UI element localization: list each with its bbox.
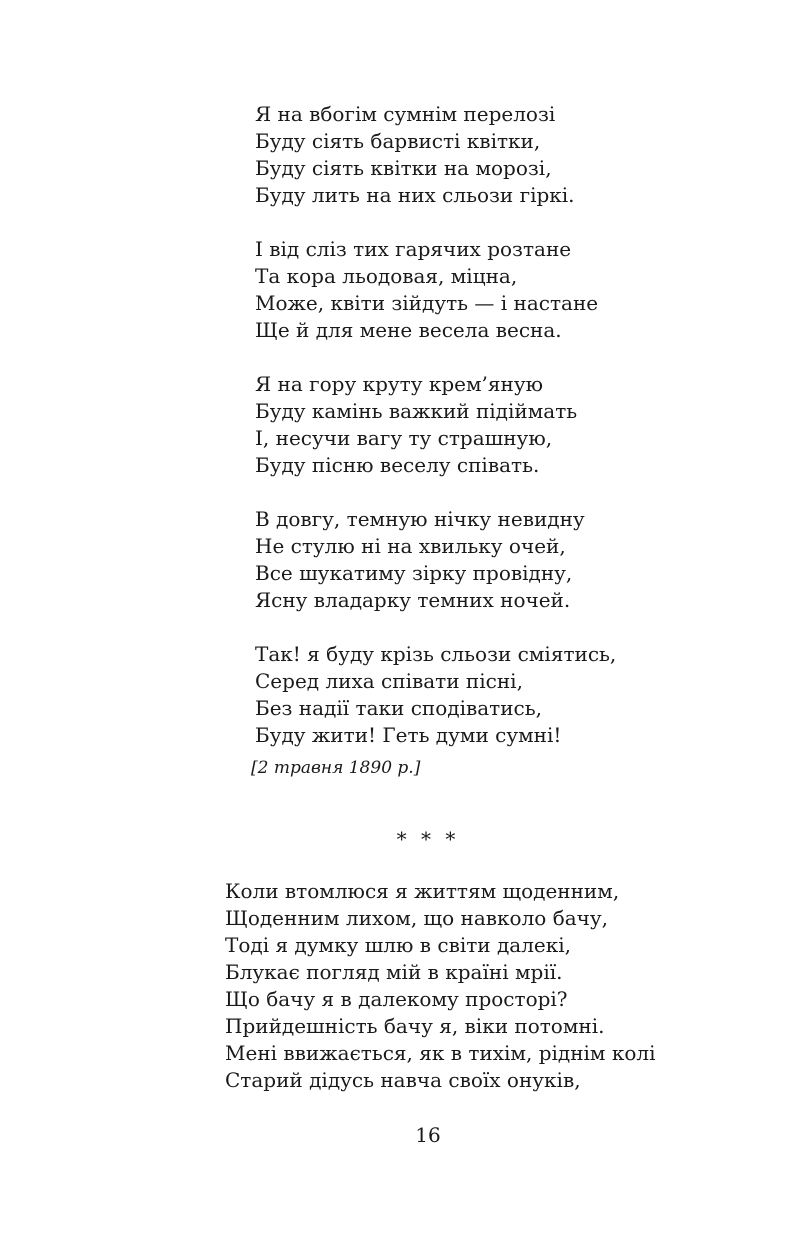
page-number: 16 bbox=[415, 1123, 441, 1147]
poem-line: І від сліз тих гарячих розтане bbox=[255, 237, 572, 261]
stanza-5 bbox=[255, 641, 735, 749]
poem-line: Ще й для мене весела весна. bbox=[255, 318, 562, 342]
stanza-3 bbox=[255, 371, 735, 479]
stanza-1 bbox=[255, 101, 735, 209]
poem-line: Мені ввижається, як в тихім, ріднім колі bbox=[225, 1041, 656, 1065]
poem-line: Буду сіять квітки на морозі, bbox=[255, 156, 552, 180]
poem-line: Тоді я думку шлю в світи далекі, bbox=[225, 933, 572, 957]
poem-line: Я на вбогім сумнім перелозі bbox=[255, 102, 556, 126]
poem-line: І, несучи вагу ту страшную, bbox=[255, 426, 553, 450]
poem-line: Буду пісню веселу співать. bbox=[255, 453, 540, 477]
poem-line: В довгу, темную нічку невидну bbox=[255, 507, 585, 531]
section-separator: * * * bbox=[396, 827, 460, 851]
poem-first bbox=[255, 101, 735, 776]
poem-line: Все шукатиму зірку провідну, bbox=[255, 561, 573, 585]
poem-line: Не стулю ні на хвильку очей, bbox=[255, 534, 566, 558]
poem-line: Блукає погляд мій в країні мрії. bbox=[225, 960, 563, 984]
poem-line: Без надії таки сподіватись, bbox=[255, 696, 543, 720]
poem-line: Буду лить на них сльози гіркі. bbox=[255, 183, 575, 207]
stanza-2 bbox=[255, 236, 735, 344]
poem-line: Старий дідусь навча своїх онуків, bbox=[225, 1068, 581, 1092]
poem-line: Щоденним лихом, що навколо бачу, bbox=[225, 906, 609, 930]
stanza-4 bbox=[255, 506, 735, 614]
poem-line: Ясну владарку темних ночей. bbox=[255, 588, 571, 612]
poem-line: Так! я буду крізь сльози сміятись, bbox=[255, 642, 617, 666]
poem-date: [2 травня 1890 р.] bbox=[251, 758, 421, 778]
poem-second bbox=[225, 878, 785, 1094]
poem-line: Буду сіять барвисті квітки, bbox=[255, 129, 541, 153]
poem-line: Я на гору круту крем’яную bbox=[255, 372, 544, 396]
poem-line: Буду жити! Геть думи сумні! bbox=[255, 723, 562, 747]
poem-line: Та кора льодовая, міцна, bbox=[255, 264, 518, 288]
poem-line: Може, квіти зійдуть — і настане bbox=[255, 291, 599, 315]
poem-line: Прийдешність бачу я, віки потомні. bbox=[225, 1014, 605, 1038]
poem-line: Що бачу я в далекому просторі? bbox=[225, 987, 568, 1011]
poem-line: Серед лиха співати пісні, bbox=[255, 669, 523, 693]
poem-line: Коли втомлюся я життям щоденним, bbox=[225, 879, 620, 903]
poem-line: Буду камінь важкий підіймать bbox=[255, 399, 578, 423]
